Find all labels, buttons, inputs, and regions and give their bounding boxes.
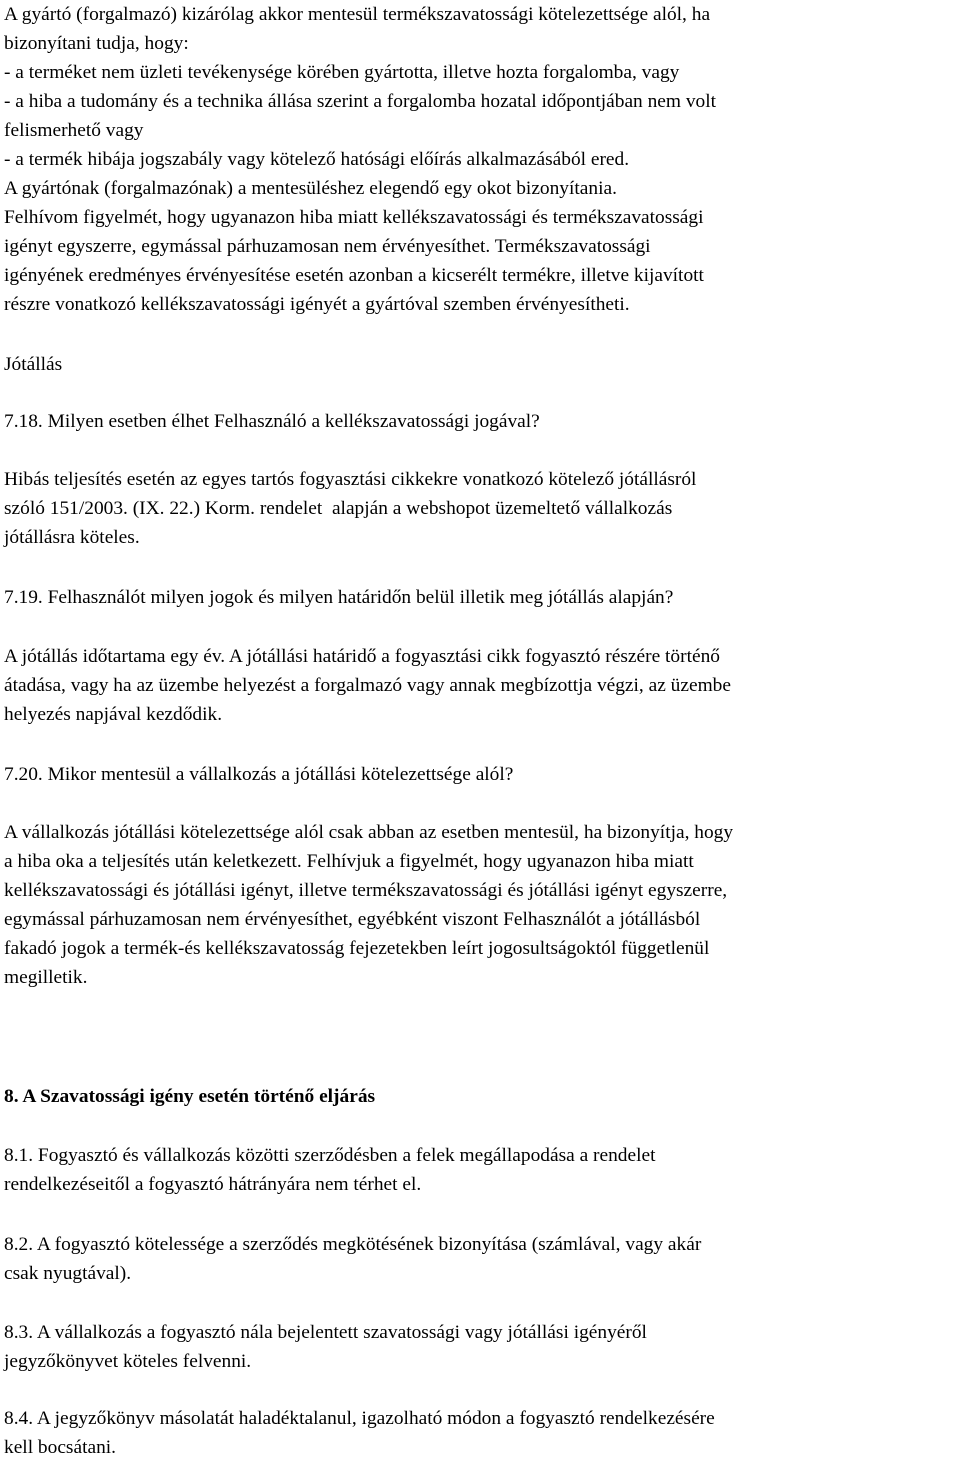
text-line: a hiba oka a teljesítés után keletkezett. Felhívjuk a figyelmét, hogy ugyanazon hiba miatt [4,851,694,872]
text-line: kellékszavatossági és jótállási igényt, illetve termékszavatossági és jótállási igényt egyszerre, [4,880,728,901]
text-line: - a hiba a tudomány és a technika állása szerint a forgalomba hozatal időpontjában nem volt [4,91,716,112]
text-line: részre vonatkozó kellékszavatossági igényét a gyártóval szemben érvényesítheti. [4,294,630,315]
question-7-19 [4,583,956,612]
text-line: 8.2. A fogyasztó kötelessége a szerződés megkötésének bizonyítása (számlával, vagy akár [4,1234,702,1255]
text-line: jótállásra köteles. [4,527,140,548]
text-line: A vállalkozás jótállási kötelezettsége alól csak abban az esetben mentesül, ha bizonyítja, hogy [4,822,734,843]
answer-7-18 [4,465,956,552]
paragraph-manufacturer-exemption [4,0,956,319]
text-line: megilletik. [4,967,88,988]
question-7-18 [4,407,956,436]
paragraph-8-4 [4,1404,956,1462]
text-line: igényének eredményes érvényesítése esetén azonban a kicserélt termékre, illetve kijavított [4,265,704,286]
text-line: rendelkezéseitől a fogyasztó hátrányára nem térhet el. [4,1174,422,1195]
text-line: bizonyítani tudja, hogy: [4,33,189,54]
text-line: - a terméket nem üzleti tevékenysége körében gyártotta, illetve hozta forgalomba, vagy [4,62,680,83]
paragraph-8-3 [4,1318,956,1376]
text-line: Felhívom figyelmét, hogy ugyanazon hiba miatt kellékszavatossági és termékszavatossági [4,207,704,228]
text-line: 8.1. Fogyasztó és vállalkozás közötti szerződésben a felek megállapodása a rendelet [4,1145,656,1166]
paragraph-8-2 [4,1230,956,1288]
text-line: csak nyugtával). [4,1263,132,1284]
text-line: Hibás teljesítés esetén az egyes tartós fogyasztási cikkekre vonatkozó kötelező jótállásról [4,469,697,490]
question-text: 7.18. Milyen esetben élhet Felhasználó a kellékszavatossági jogával? [4,411,540,432]
text-line: kell bocsátani. [4,1437,116,1458]
answer-7-19 [4,642,956,729]
question-text: 7.19. Felhasználót milyen jogok és milyen határidőn belül illetik meg jótállás alapján? [4,587,674,608]
question-7-20 [4,760,956,789]
text-line: A gyártónak (forgalmazónak) a mentesüléshez elegendő egy okot bizonyítania. [4,178,617,199]
paragraph-8-1 [4,1141,956,1199]
question-text: 7.20. Mikor mentesül a vállalkozás a jótállási kötelezettsége alól? [4,764,514,785]
text-line: átadása, vagy ha az üzembe helyezést a forgalmazó vagy annak megbízottja végzi, az üzembe [4,675,731,696]
section-heading-jotallas [4,350,956,379]
text-line: 8.3. A vállalkozás a fogyasztó nála bejelentett szavatossági vagy jótállási igényéről [4,1322,647,1343]
answer-7-20 [4,818,956,992]
text-line: A gyártó (forgalmazó) kizárólag akkor mentesül termékszavatossági kötelezettsége alól, ha [4,4,711,25]
text-line: szóló 151/2003. (IX. 22.) Korm. rendelet alapján a webshopot üzemeltető vállalkozás [4,498,673,519]
text-line: egymással párhuzamosan nem érvényesíthet, egyébként viszont Felhasználót a jótállásból [4,909,701,930]
heading-text: Jótállás [4,354,63,375]
section-heading-8 [4,1082,956,1111]
text-line: A jótállás időtartama egy év. A jótállási határidő a fogyasztási cikk fogyasztó részére történő [4,646,720,667]
heading-text: 8. A Szavatossági igény esetén történő eljárás [4,1086,376,1107]
text-line: - a termék hibája jogszabály vagy kötelező hatósági előírás alkalmazásából ered. [4,149,630,170]
text-line: helyezés napjával kezdődik. [4,704,223,725]
text-line: jegyzőkönyvet köteles felvenni. [4,1351,252,1372]
text-line: igényt egyszerre, egymással párhuzamosan nem érvényesíthet. Termékszavatossági [4,236,651,257]
text-line: fakadó jogok a termék-és kellékszavatosság fejezetekben leírt jogosultságoktól függetlenül [4,938,710,959]
text-line: felismerhető vagy [4,120,144,141]
text-line: 8.4. A jegyzőkönyv másolatát haladéktalanul, igazolható módon a fogyasztó rendelkezésére [4,1408,715,1429]
